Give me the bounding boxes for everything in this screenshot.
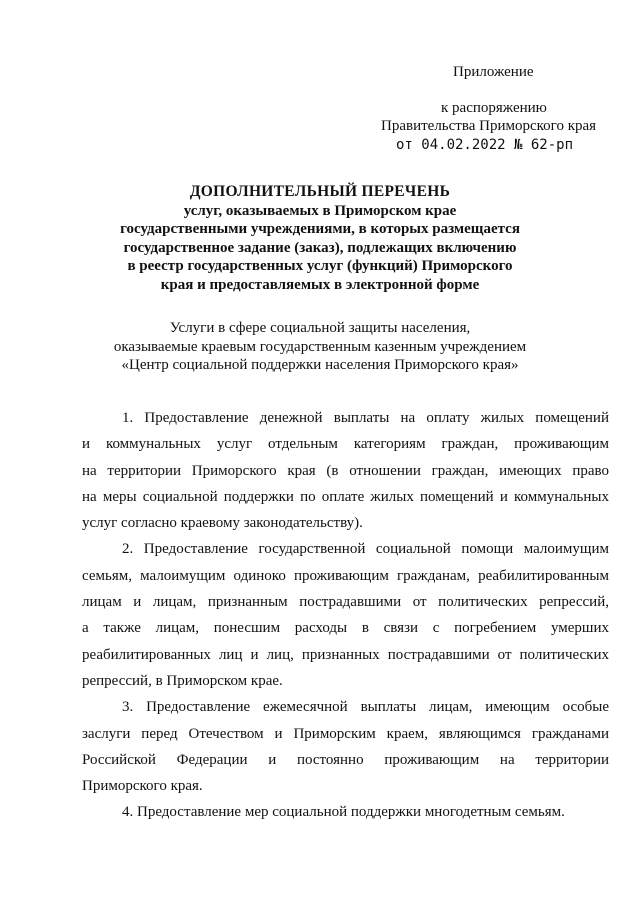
paragraph-line: 3. Предоставление ежемесячной выплаты лицам, имеющим особые: [122, 699, 609, 716]
paragraph-line: и коммунальных услуг отдельным категориям граждан, проживающим: [82, 436, 609, 453]
paragraph-line: услуг согласно краевому законодательству).: [82, 515, 363, 532]
heading-line: услуг, оказываемых в Приморском крае: [183, 202, 457, 219]
paragraph-line: Приморского края.: [82, 778, 203, 795]
paragraph-line: а также лицам, понесшим расходы в связи с погребением умерших: [82, 620, 609, 637]
subheading-line: «Центр социальной поддержки населения Приморского края»: [121, 357, 519, 373]
heading-line: государственное задание (заказ), подлежащих включению: [123, 239, 517, 256]
annex-title: Приложение: [453, 64, 534, 80]
paragraph-line: на меры социальной поддержки по оплате жилых помещений и коммунальных: [82, 488, 609, 505]
section-subheading: [90, 319, 550, 375]
heading-line: края и предоставляемых в электронной форме: [160, 276, 480, 293]
paragraph-line: семьям, малоимущим одиноко проживающим гражданам, реабилитированным: [82, 567, 609, 584]
heading-line: в реестр государственных услуг (функций) Приморского: [127, 258, 513, 274]
paragraph-line: на территории Приморского края (в отношении граждан, имеющих право: [82, 462, 609, 479]
paragraph-line: лицам и лицам, признанным пострадавшими от политических репрессий,: [82, 594, 609, 611]
paragraph-line: реабилитированных лиц и лиц, признанных пострадавшими от политических: [82, 646, 609, 663]
paragraph-line: заслуги перед Отечеством и Приморским краем, являющимся гражданами: [82, 725, 609, 742]
paragraph-line: 2. Предоставление государственной социальной помощи малоимущим: [122, 541, 609, 558]
paragraph-line: 1. Предоставление денежной выплаты на оплату жилых помещений: [122, 410, 609, 426]
service-item-2: [82, 536, 609, 694]
paragraph-line: Российской Федерации и постоянно проживающим на территории: [82, 751, 609, 768]
annex-date-number-line: от 04.02.2022 № 62-рп: [396, 137, 574, 153]
service-item-4: [82, 799, 609, 825]
heading-line: государственными учреждениями, в которых размещается: [120, 221, 520, 237]
annex-reference-line: к распоряжению: [441, 100, 547, 116]
service-item-1: [82, 405, 609, 536]
service-item-3: [82, 694, 609, 799]
subheading-line: Услуги в сфере социальной защиты населения,: [169, 320, 471, 336]
paragraph-line: 4. Предоставление мер социальной поддержки многодетным семьям.: [122, 804, 565, 821]
services-list: [82, 405, 609, 826]
subheading-line: оказываемые краевым государственным казенным учреждением: [113, 338, 527, 355]
document-heading: [120, 183, 520, 294]
annex-issuer-line: Правительства Приморского края: [381, 118, 597, 134]
heading-title: ДОПОЛНИТЕЛЬНЫЙ ПЕРЕЧЕНЬ: [189, 183, 451, 200]
paragraph-line: репрессий, в Приморском крае.: [82, 672, 283, 689]
